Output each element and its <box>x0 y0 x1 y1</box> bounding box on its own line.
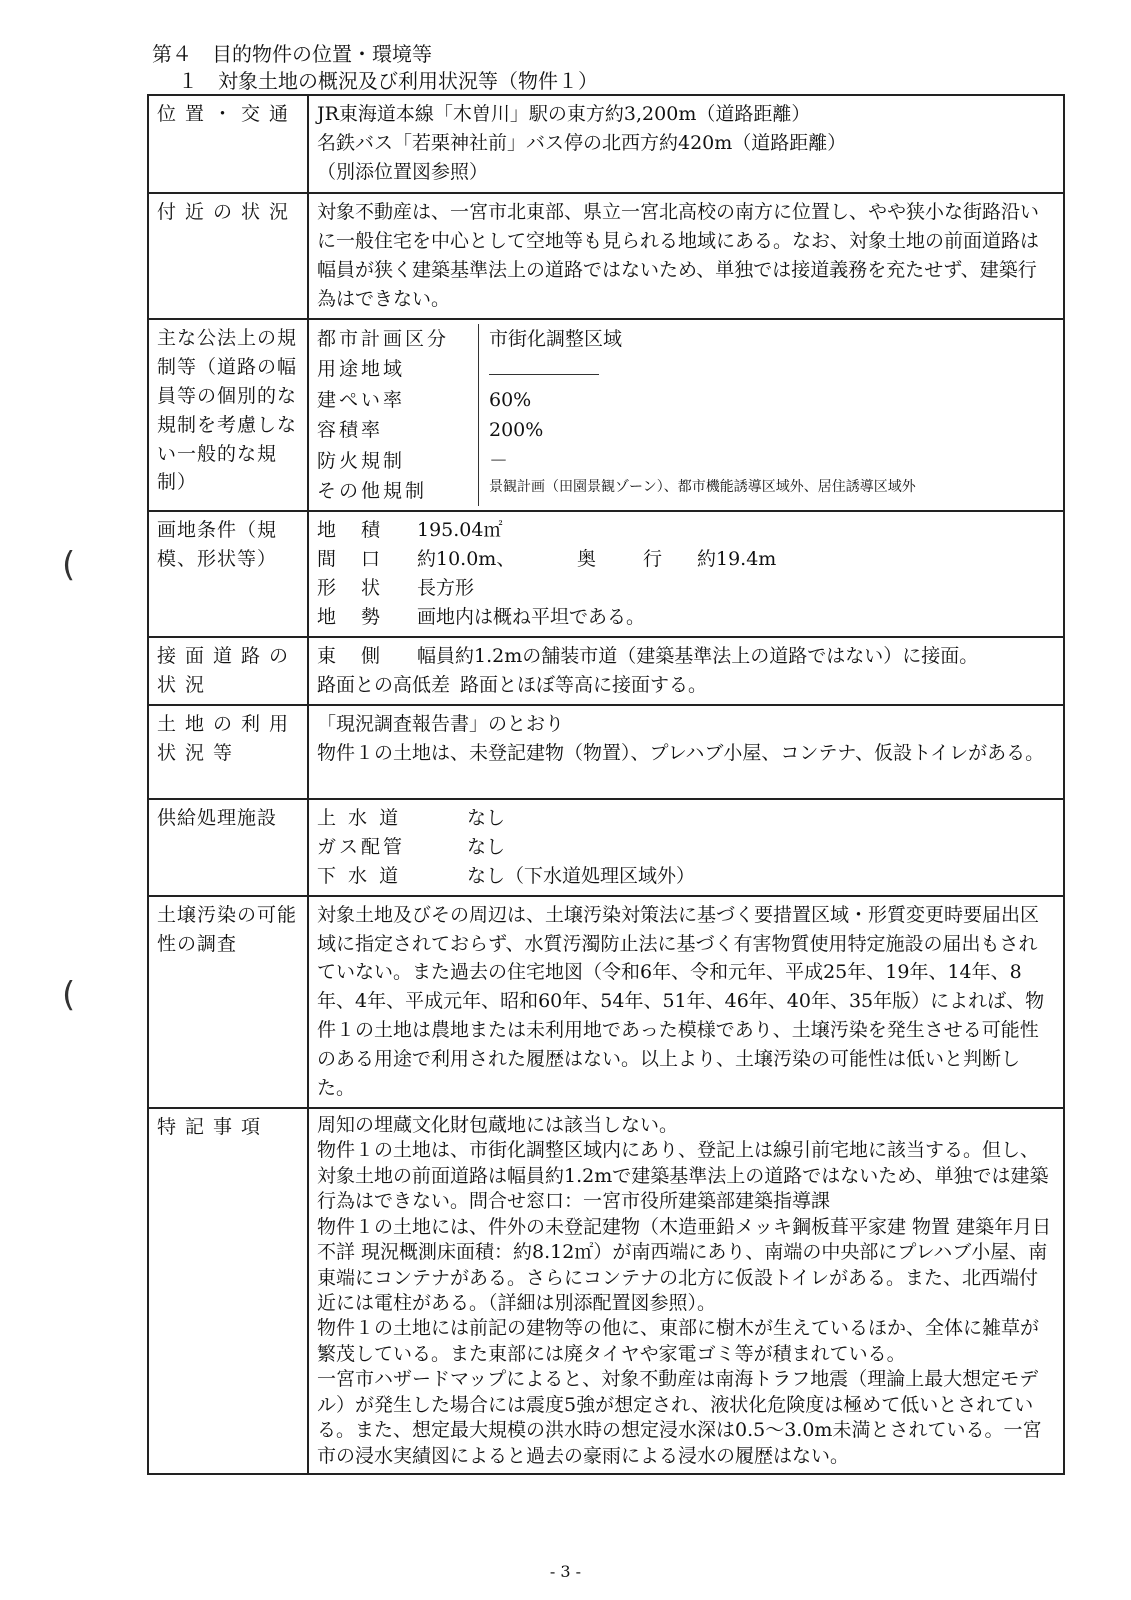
lot-value <box>308 511 1064 637</box>
property-table <box>147 94 1065 1475</box>
utility-value: なし <box>467 807 506 830</box>
lot-key: 地 積 <box>317 519 384 542</box>
lot-area: 195.04㎡ <box>417 519 503 542</box>
notes-paragraph: 周知の埋蔵文化財包蔵地には該当しない。 <box>317 1113 679 1136</box>
reg-value: － <box>489 449 509 472</box>
utilities-row <box>148 799 1064 896</box>
road-text: 幅員約1.2mの舗装市道（建築基準法上の道路ではない）に接面。 <box>417 645 979 668</box>
utility-value: なし（下水道処理区域外） <box>467 864 696 887</box>
regulations-row <box>148 319 1064 511</box>
surroundings-label: 付近の状況 <box>148 193 308 319</box>
lot-key: 形 状 <box>317 577 384 600</box>
lot-terrain: 画地内は概ね平坦である。 <box>417 605 646 628</box>
location-row <box>148 95 1064 193</box>
surroundings-text: 対象不動産は、一宮市北東部、県立一宮北高校の南方に位置し、やや狭小な街路沿いに一般住宅を中心として空地等も見られる地域にある。なお、対象土地の前面道路は幅員が狭く建築基準法上の道路ではないため、単独では接道義務を充たせず、建築行為はできない。 <box>308 193 1064 319</box>
reg-key: 都市計画区分 <box>317 324 479 354</box>
soil-row <box>148 896 1064 1108</box>
utility-key: ガス配管 <box>317 835 406 858</box>
page-number: - 3 - <box>549 1562 582 1581</box>
subsection-heading: １ 対象土地の概況及び利用状況等（物件１） <box>178 69 598 93</box>
notes-paragraph: 物件１の土地は、市街化調整区域内にあり、登記上は線引前宅地に該当する。但し、対象土地の前面道路は幅員約1.2mで建築基準法上の道路ではないため、単独では建築行為はできない。問合せ窓口：一宮市役所建築部建築指導課 <box>317 1139 1049 1213</box>
lot-key: 間 口 <box>317 548 384 571</box>
road-text: 路面とほぼ等高に接面する。 <box>460 674 708 697</box>
notes-row <box>148 1108 1064 1474</box>
reg-value: 景観計画（田園景観ゾーン）、都市機能誘導区域外、居住誘導区域外 <box>489 478 916 495</box>
road-label: 接面道路の状況 <box>148 637 308 705</box>
lot-key: 地 勢 <box>317 605 384 628</box>
reg-value: 200% <box>489 419 544 442</box>
usage-value <box>308 705 1064 799</box>
utilities-value <box>308 799 1064 896</box>
lot-depth: 約19.4m <box>697 548 777 571</box>
soil-text: 対象土地及びその周辺は、土壌汚染対策法に基づく要措置区域・形質変更時要届出区域に指定されておらず、水質汚濁防止法に基づく有害物質使用特定施設の届出もされていない。また過去の住宅地図（令和6年、令和元年、平成25年、19年、14年、8年、4年、平成元年、昭和60年、54年、51年、46年、40年、35年版）によれば、物件１の土地は農地または未利用地であった模様であり、土壌汚染を発生させる可能性のある用途で利用された履歴はない。以上より、土壌汚染の可能性は低いと判断した。 <box>308 896 1064 1108</box>
regulations-value <box>308 319 1064 511</box>
lot-row <box>148 511 1064 637</box>
dash-line <box>489 362 599 375</box>
reg-key: 用途地域 <box>317 354 479 384</box>
reg-key: 防火規制 <box>317 446 479 476</box>
usage-line: 物件１の土地は、未登記建物（物置）、プレハブ小屋、コンテナ、仮設トイレがある。 <box>317 741 1045 764</box>
soil-label: 土壌汚染の可能性の調査 <box>148 896 308 1108</box>
reg-value: 60% <box>489 388 532 411</box>
reg-key: その他規制 <box>317 476 479 506</box>
lot-frontage: 約10.0m、 <box>417 548 516 571</box>
reg-value <box>479 354 1056 384</box>
lot-shape: 長方形 <box>417 577 475 600</box>
road-key: 東 側 <box>317 645 384 668</box>
usage-row <box>148 705 1064 799</box>
road-value <box>308 637 1064 705</box>
notes-label: 特記事項 <box>148 1108 308 1474</box>
binding-hole-mark: ( <box>62 545 76 585</box>
location-value <box>308 95 1064 193</box>
binding-hole-mark: ( <box>62 975 76 1015</box>
notes-paragraph: 物件１の土地には、件外の未登記建物（木造亜鉛メッキ鋼板葺平家建 物置 建築年月日不詳 現況概測床面積：約8.12㎡）が南西端にあり、南端の中央部にプレハブ小屋、南東端にコンテナがある。さらにコンテナの北方に仮設トイレがある。また、北西端付近には電柱がある。（詳細は別添配置図参照）。 <box>317 1215 1052 1315</box>
road-row <box>148 637 1064 705</box>
section-heading: 第４ 目的物件の位置・環境等 <box>152 42 432 66</box>
utility-value: なし <box>467 835 506 858</box>
notes-paragraph: 一宮市ハザードマップによると、対象不動産は南海トラフ地震（理論上最大想定モデル）が発生した場合には震度5強が想定され、液状化危険度は極めて低いとされている。また、想定最大規模の洪水時の想定浸水深は0.5～3.0m未満とされている。一宮市の浸水実績図によると過去の豪雨による浸水の履歴はない。 <box>317 1368 1042 1467</box>
notes-value <box>308 1108 1064 1474</box>
usage-label: 土地の利用状況等 <box>148 705 308 799</box>
utilities-label: 供給処理施設 <box>148 799 308 896</box>
usage-line: 「現況調査報告書」のとおり <box>317 713 565 736</box>
notes-paragraph: 物件１の土地には前記の建物等の他に、東部に樹木が生えているほか、全体に雑草が繁茂している。また東部には廃タイヤや家電ゴミ等が積まれている。 <box>317 1317 1040 1365</box>
reg-key: 建ぺい率 <box>317 385 479 415</box>
location-line: JR東海道本線「木曽川」駅の東方約3,200m（道路距離） <box>317 103 811 125</box>
location-label: 位置・交通 <box>148 95 308 193</box>
location-line: （別添位置図参照） <box>317 160 489 183</box>
reg-key: 容積率 <box>317 415 479 445</box>
surroundings-row <box>148 193 1064 319</box>
location-line: 名鉄バス「若栗神社前」バス停の北西方約420m（道路距離） <box>317 131 847 154</box>
reg-value: 市街化調整区域 <box>489 328 623 350</box>
lot-label: 画地条件（規模、形状等） <box>148 511 308 637</box>
road-key: 路面との高低差 <box>317 674 451 697</box>
lot-key: 奥 行 <box>577 548 677 571</box>
regulations-label: 主な公法上の規制等（道路の幅員等の個別的な規制を考慮しない一般的な規制） <box>148 319 308 511</box>
utility-key: 上 水 道 <box>317 807 402 830</box>
utility-key: 下 水 道 <box>317 864 402 887</box>
